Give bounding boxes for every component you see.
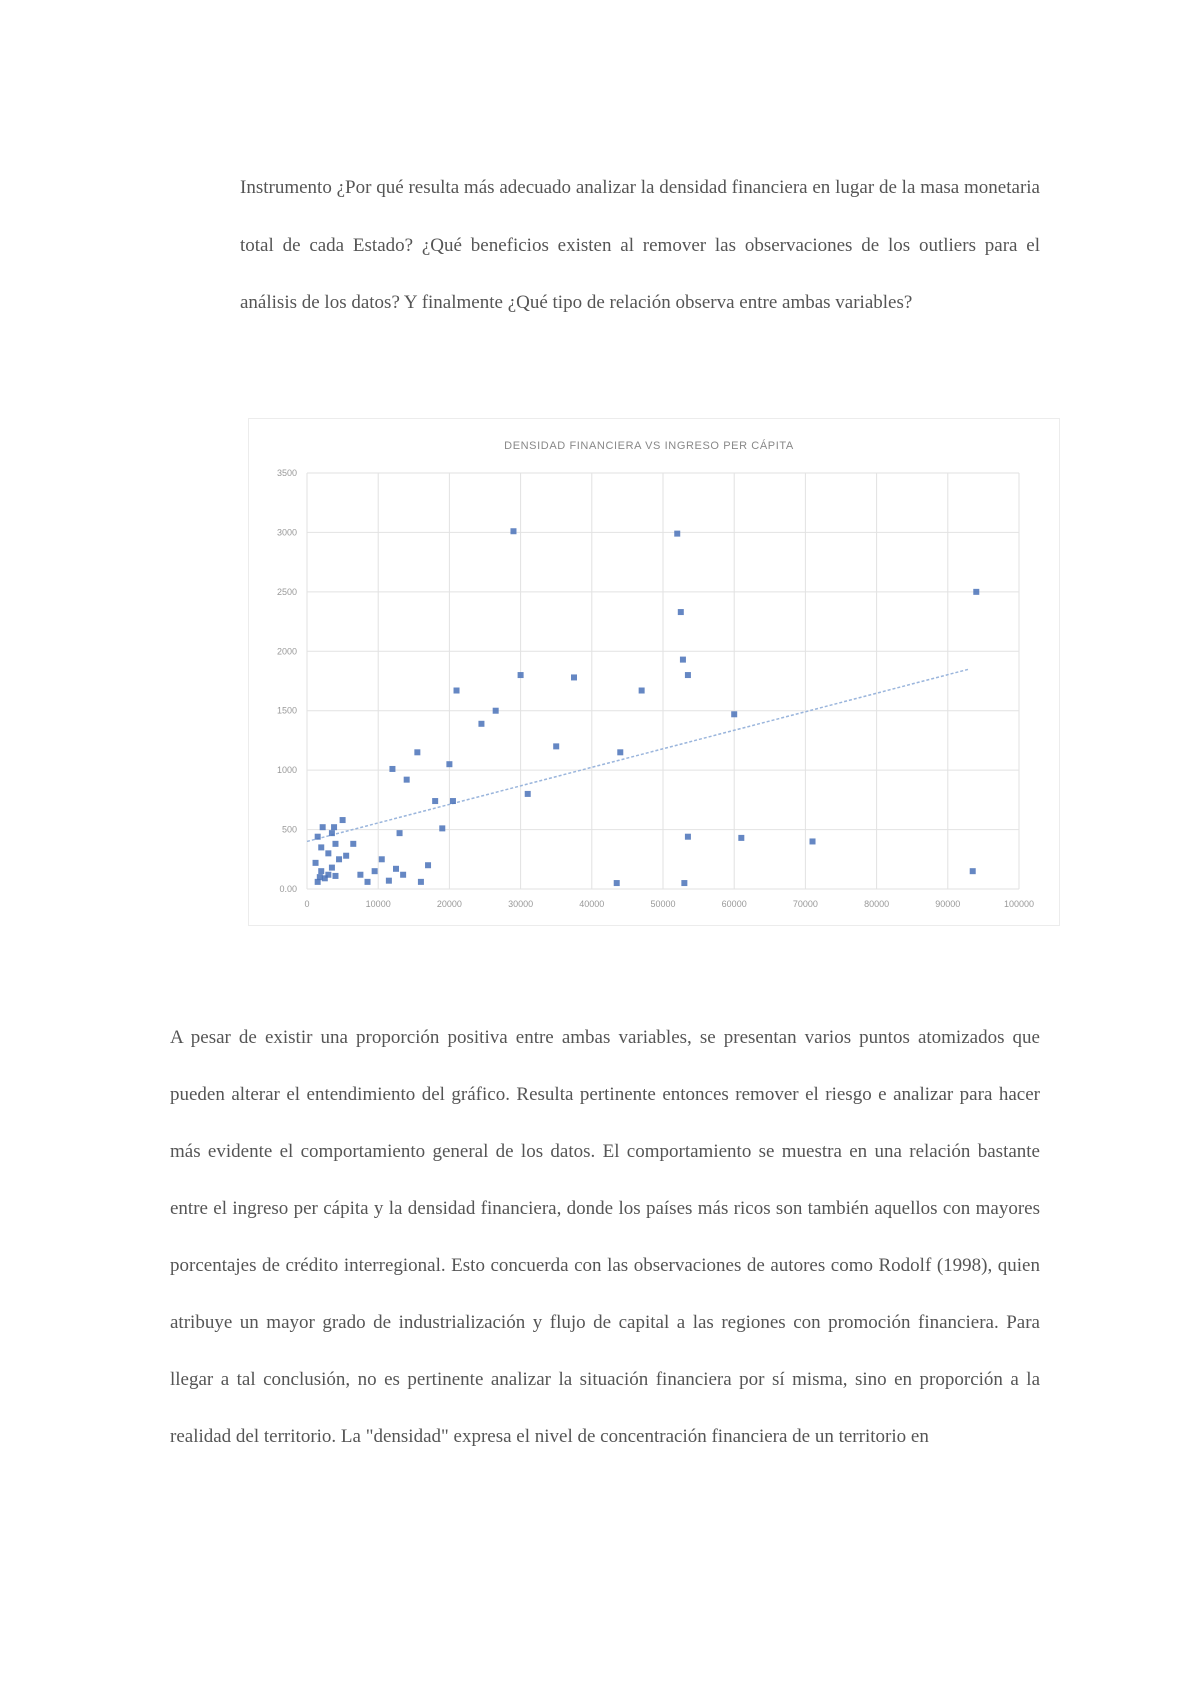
scatter-point: [329, 830, 335, 836]
scatter-point: [386, 878, 392, 884]
y-tick-label: 3000: [276, 527, 297, 538]
scatter-point: [454, 688, 460, 694]
scatter-point: [332, 873, 338, 879]
scatter-point: [318, 868, 324, 874]
scatter-point: [418, 879, 424, 885]
scatter-point: [525, 791, 531, 797]
x-tick-label: 50000: [650, 899, 676, 909]
y-tick-label: 1000: [276, 765, 297, 776]
scatter-point: [738, 835, 744, 841]
scatter-point: [379, 856, 385, 862]
scatter-point: [315, 834, 321, 840]
scatter-point: [389, 766, 395, 772]
scatter-point: [674, 531, 680, 537]
y-tick-label: 2000: [276, 646, 297, 657]
x-tick-label: 30000: [508, 899, 534, 909]
scatter-point: [350, 841, 356, 847]
x-tick-label: 100000: [1003, 899, 1035, 909]
scatter-point: [320, 824, 326, 830]
scatter-point: [372, 868, 378, 874]
y-tick-label: 500: [281, 824, 297, 835]
scatter-point: [478, 721, 484, 727]
scatter-point: [678, 609, 684, 615]
scatter-point: [432, 798, 438, 804]
scatter-point: [397, 830, 403, 836]
y-tick-label: 0.00: [279, 884, 297, 894]
scatter-point: [340, 817, 346, 823]
scatter-point: [393, 866, 399, 872]
scatter-point: [446, 761, 452, 767]
scatter-point: [685, 672, 691, 678]
scatter-point: [970, 868, 976, 874]
scatter-point: [553, 743, 559, 749]
scatter-point: [343, 853, 349, 859]
scatter-point: [313, 860, 319, 866]
intro-paragraph: Instrumento ¿Por qué resulta más adecuado analizar la densidad financiera en lugar de la masa monetaria total de cada Estado? ¿Qué beneficios existen al remover las observaciones de los outliers para el análisis de los datos? Y finalmente ¿Qué tipo de relación observa entre ambas variables?: [240, 177, 1040, 313]
scatter-point: [414, 749, 420, 755]
trendline: [307, 669, 969, 841]
scatter-point: [617, 749, 623, 755]
x-tick-label: 60000: [721, 899, 747, 909]
x-tick-label: 40000: [579, 899, 605, 909]
scatter-point: [450, 798, 456, 804]
scatter-point: [680, 657, 686, 663]
scatter-point: [400, 872, 406, 878]
scatter-point: [973, 589, 979, 595]
trendline-segment: [307, 669, 969, 841]
scatter-point: [336, 856, 342, 862]
scatter-point: [331, 824, 337, 830]
x-tick-label: 10000: [365, 899, 391, 909]
scatter-point: [318, 844, 324, 850]
x-tick-label: 20000: [436, 899, 462, 909]
chart-title: DENSIDAD FINANCIERA VS INGRESO PER CÁPITA: [504, 440, 794, 452]
y-tick-label: 1500: [276, 705, 297, 716]
scatter-point: [317, 874, 323, 880]
chart-grid: [307, 473, 1019, 889]
y-tick-label: 3500: [276, 468, 297, 478]
x-tick-label: 0: [304, 899, 310, 909]
body-paragraph: A pesar de existir una proporción positiva entre ambas variables, se presentan varios puntos atomizados que pueden alterar el entendimiento del gráfico. Resulta pertinente entonces remover el riesgo e analizar para hacer más evidente el comportamiento general de los datos. El comportamiento se muestra en una relación bastante entre el ingreso per cápita y la densidad financiera, donde los países más ricos son también aquellos con mayores porcentajes de crédito interregional. Esto concuerda con las observaciones de autores como Rodolf (1998), quien atribuye un mayor grado de industrialización y flujo de capital a las regiones con promoción financiera. Para llegar a tal conclusión, no es pertinente analizar la situación financiera por sí misma, sino en proporción a la realidad del territorio. La "densidad" expresa el nivel de concentración financiera de un territorio en: [170, 1027, 1040, 1447]
scatter-point: [325, 872, 331, 878]
scatter-point: [357, 872, 363, 878]
scatter-point: [425, 862, 431, 868]
x-tick-label: 80000: [864, 899, 890, 909]
data-points: [313, 528, 980, 886]
scatter-point: [518, 672, 524, 678]
scatter-point: [329, 865, 335, 871]
scatter-point: [510, 528, 516, 534]
chart-svg: [249, 419, 1059, 925]
scatter-point: [571, 674, 577, 680]
scatter-point: [332, 841, 338, 847]
scatter-point: [731, 711, 737, 717]
scatter-point: [493, 708, 499, 714]
scatter-point: [639, 688, 645, 694]
scatter-point: [325, 850, 331, 856]
chart-axes: [277, 468, 1034, 909]
scatter-point: [614, 880, 620, 886]
scatter-point: [404, 777, 410, 783]
scatter-point: [685, 834, 691, 840]
y-tick-label: 2500: [276, 586, 297, 597]
scatter-point: [439, 825, 445, 831]
scatter-point: [365, 879, 371, 885]
scatter-point: [810, 838, 816, 844]
x-tick-label: 90000: [935, 899, 961, 909]
x-tick-label: 70000: [792, 899, 818, 909]
scatter-chart: [248, 418, 1060, 926]
scatter-point: [681, 880, 687, 886]
